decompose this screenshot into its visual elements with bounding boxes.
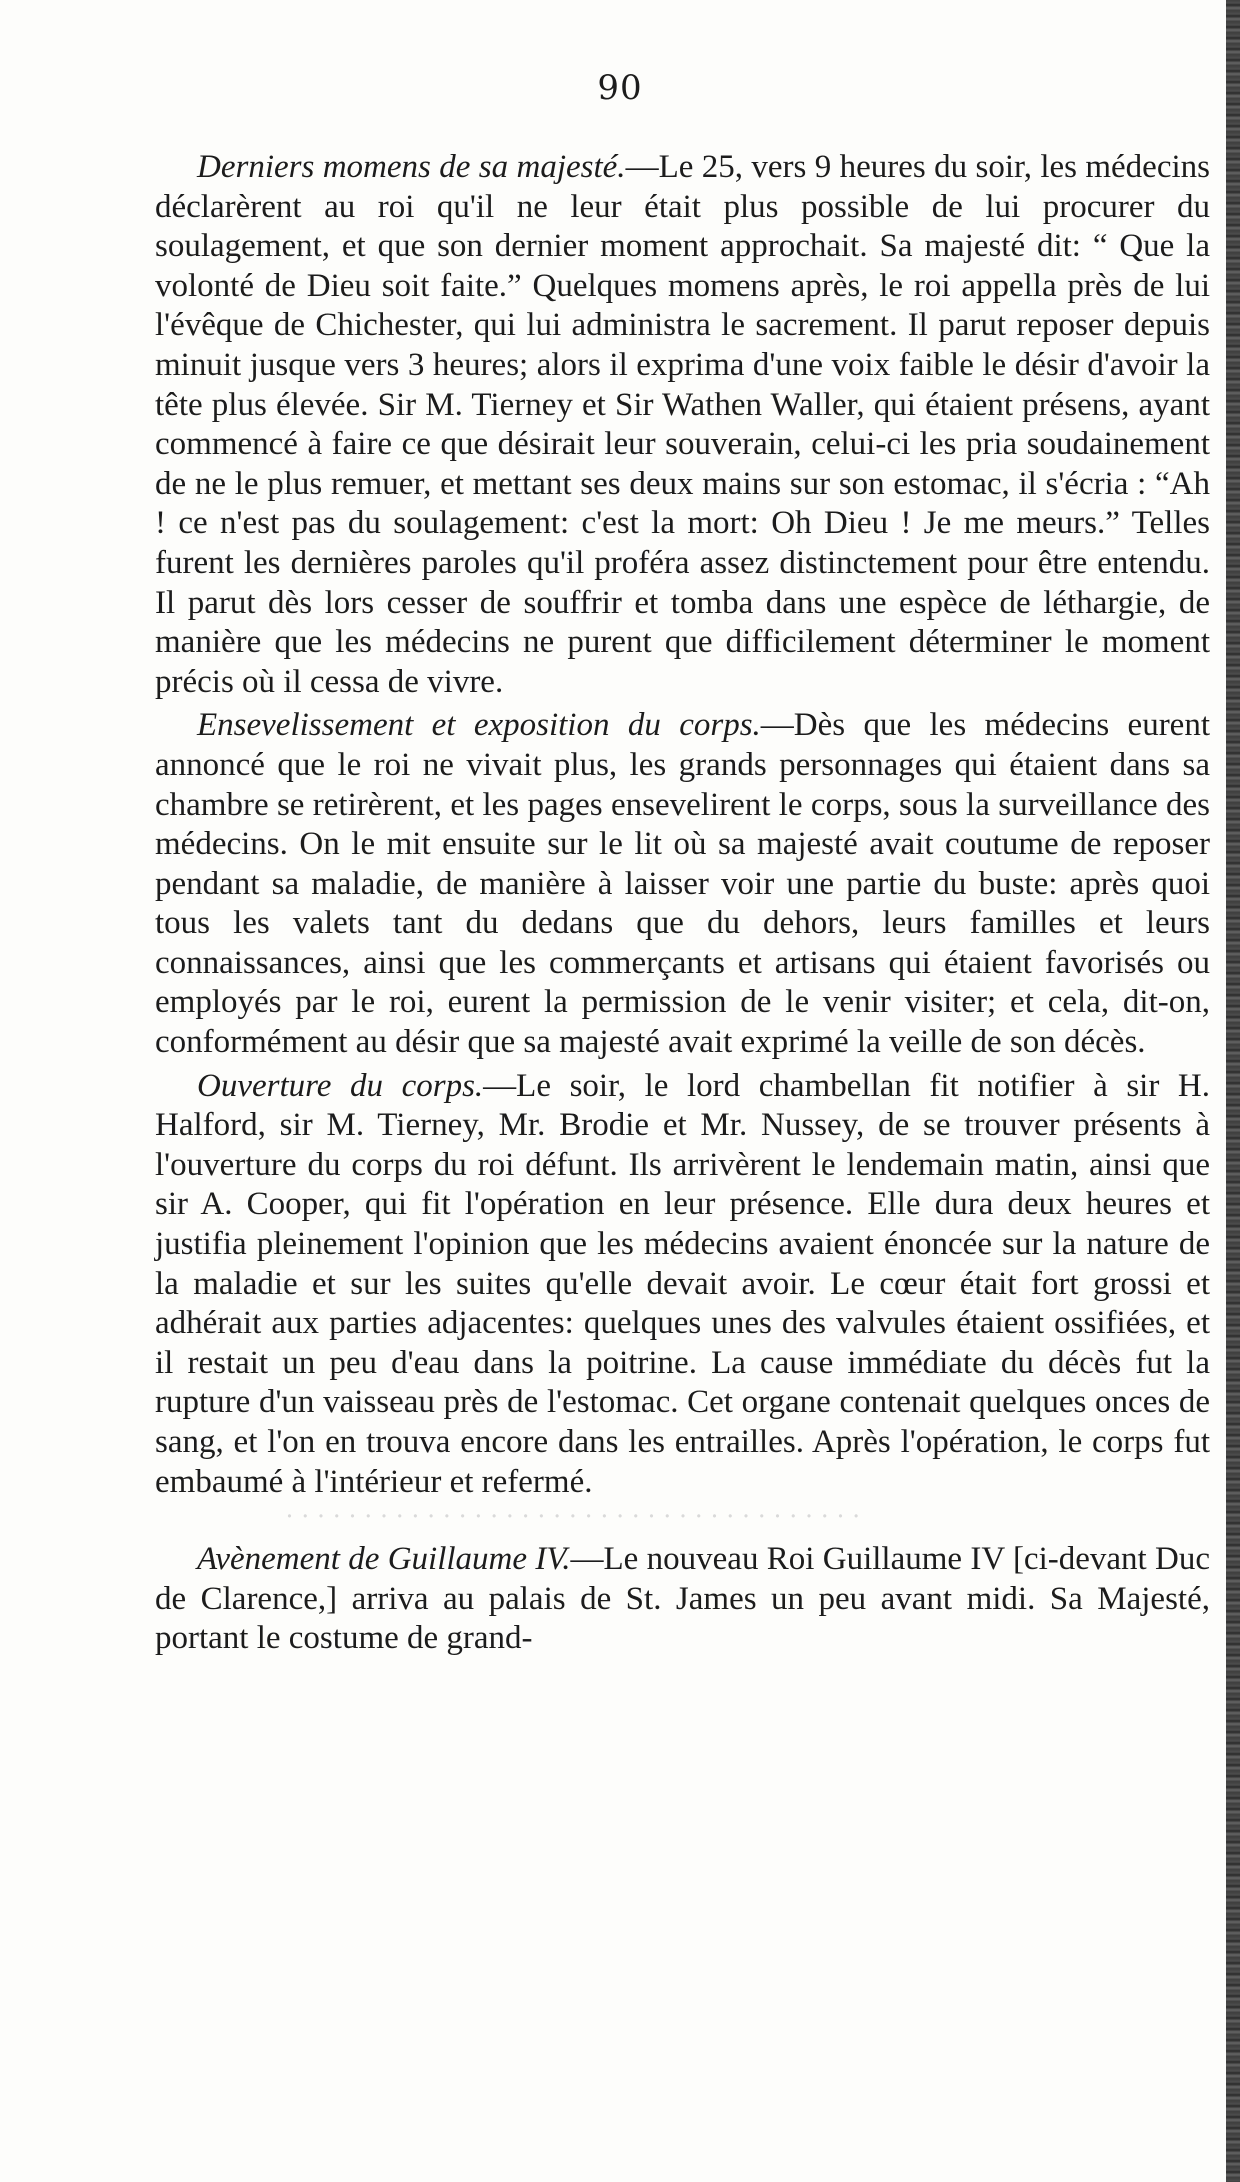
paragraph-ensevelissement bbox=[155, 706, 1210, 1062]
body-text bbox=[155, 148, 1210, 1663]
section-heading: Ensevelissement et exposition du corps. bbox=[197, 707, 761, 744]
section-heading: Ouverture du corps. bbox=[197, 1067, 484, 1104]
section-heading: Avènement de Guillaume IV. bbox=[197, 1541, 571, 1578]
paragraph-ouverture bbox=[155, 1067, 1210, 1503]
section-text: —Le nouveau Roi Guillaume IV [ci-devant Duc de Clarence,] arriva au palais de St. James un peu avant midi. Sa Majesté, portant le costume de grand- bbox=[155, 1541, 1211, 1657]
section-text: —Le soir, le lord chambellan fit notifier à sir H. Halford, sir M. Tierney, Mr. Brodie et Mr. Nussey, de se trouver présents à l'ouverture du corps du roi défunt. Ils arrivèrent le lendemain matin, ainsi que sir A. Cooper, qui fit l'opération en leur présence. Elle dura deux heures et justifia pleinement l'opinion que les médecins avaient énoncée sur la nature de la maladie et sur les suites qu'elle devait avoir. Le cœur était fort grossi et adhérait aux parties adjacentes: quelques unes des valvules étaient ossifiées, et il restait un peu d'eau dans la poitrine. La cause immédiate du décès fut la rupture d'un vaisseau près de l'estomac. Cet organe contenait quelques onces de sang, et l'on en trouva encore dans les entrailles. Après l'opération, le corps fut embaumé à l'intérieur et refermé. bbox=[155, 1067, 1210, 1500]
page-edge-shadow bbox=[1226, 0, 1240, 2182]
page-number: 90 bbox=[597, 68, 643, 108]
section-heading: Derniers momens de sa majesté. bbox=[197, 149, 626, 185]
bleed-through-line: · · · · · · · · · · · · · · · · · · · · · · · · · · · · · · · · · · · · · bbox=[285, 1501, 861, 1532]
paragraph-avenement bbox=[155, 1540, 1210, 1659]
paragraph-derniers-momens bbox=[155, 148, 1210, 702]
section-text: —Le 25, vers 9 heures du soir, les médecins déclarèrent au roi qu'il ne leur était plus possible de lui procurer du soulagement, et que son dernier moment approchait. Sa majesté dit: “ Que la volonté de Dieu soit faite.” Quelques momens après, le roi appella près de lui l'évêque de Chichester, qui lui administra le sacrement. Il parut reposer depuis minuit jusque vers 3 heures; alors il exprima d'une voix faible le désir d'avoir la tête plus élevée. Sir M. Tierney et Sir Wathen Waller, qui étaient présens, ayant commencé à faire ce que désirait leur souverain, celui-ci les pria soudainement de ne le plus remuer, et mettant ses deux mains sur son estomac, il s'écria : “Ah ! ce n'est pas du soulagement: c'est la mort: Oh Dieu ! Je me meurs.” Telles furent les dernières paroles qu'il proféra assez distinctement pour être entendu. Il parut dès lors cesser de souffrir et tomba dans une espèce de léthargie, de manière que les médecins ne purent que difficilement déterminer le moment précis où il cessa de vivre. bbox=[155, 149, 1210, 700]
section-text: —Dès que les médecins eurent annoncé que le roi ne vivait plus, les grands personnages qui étaient dans sa chambre se retirèrent, et les pages ensevelirent le corps, sous la surveillance des médecins. On le mit ensuite sur le lit où sa majesté avait coutume de reposer pendant sa maladie, de manière à laisser voir une partie du buste: après quoi tous les valets tant du dedans que du dehors, leurs familles et leurs connaissances, ainsi que les commerçants et artisans qui étaient favorisés ou employés par le roi, eurent la permission de le venir visiter; et cela, dit-on, conformément au désir que sa majesté avait exprimé la veille de son décès. bbox=[155, 707, 1210, 1061]
